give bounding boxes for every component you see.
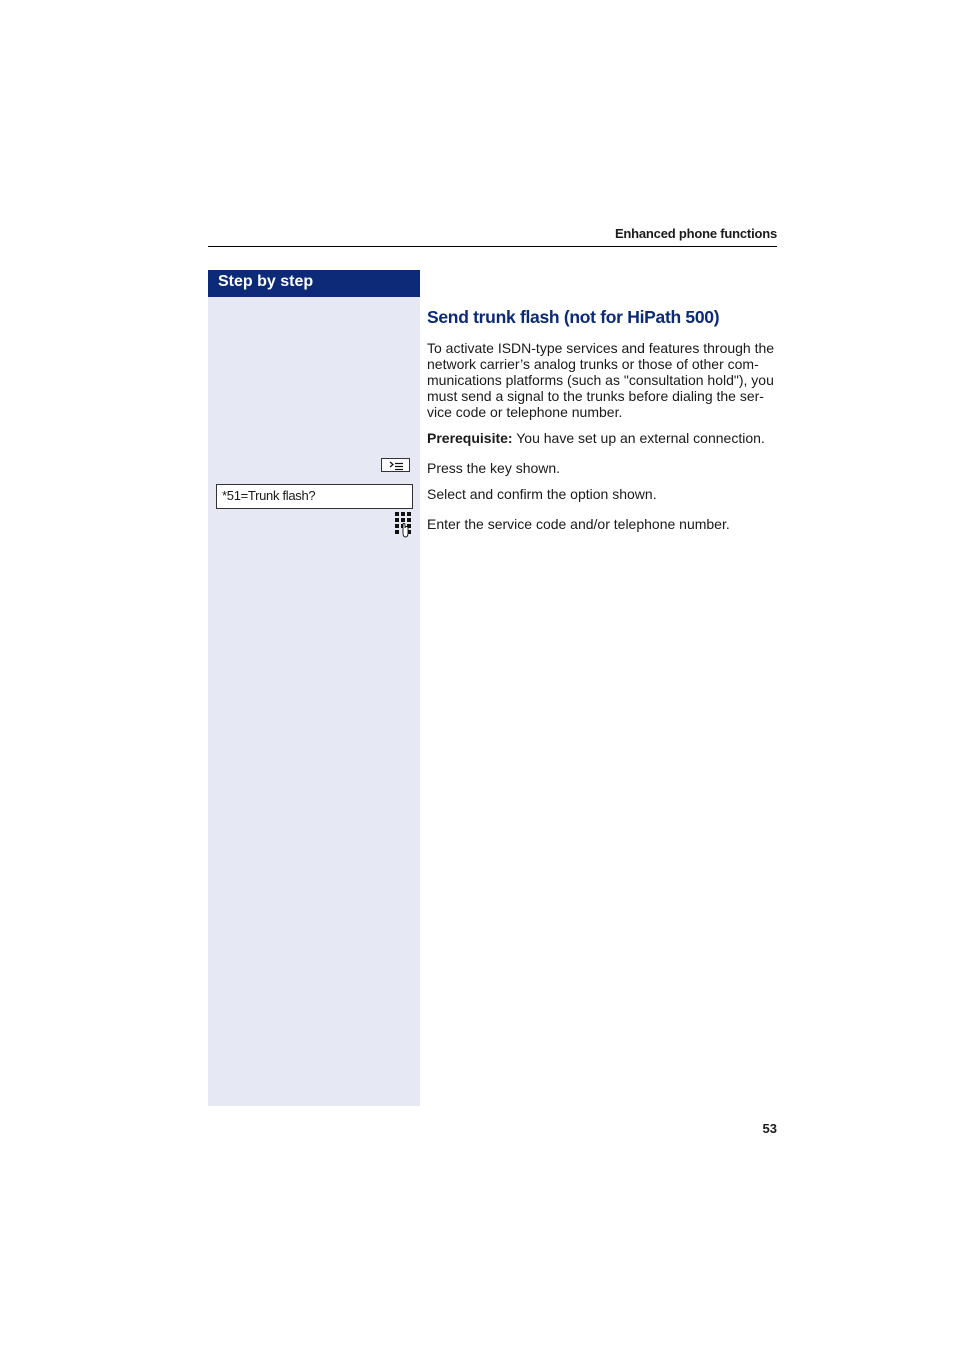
option-label: *51=Trunk flash? [222, 488, 316, 503]
keypad-icon [394, 511, 414, 538]
running-header: Enhanced phone functions [614, 226, 777, 241]
header-rule [208, 246, 777, 247]
sidebar-title: Step by step [218, 273, 314, 290]
intro-line: vice code or telephone number. [427, 404, 623, 420]
intro-line: must send a signal to the trunks before dialing the ser- [427, 388, 764, 404]
intro-line: munications platforms (such as "consultation hold"), you [427, 372, 774, 388]
section-title: Send trunk flash (not for HiPath 500) [427, 307, 720, 327]
prerequisite-label: Prerequisite: [427, 430, 513, 446]
prerequisite [427, 430, 765, 446]
step-text: Press the key shown. [427, 460, 561, 476]
option-display[interactable] [216, 484, 413, 509]
page-number: 53 [762, 1121, 777, 1136]
prerequisite-text: You have set up an external connection. [512, 430, 765, 446]
intro-line: network carrier’s analog trunks or those of other com- [427, 356, 759, 372]
step-text: Enter the service code and/or telephone number. [427, 516, 730, 532]
menu-key-icon [381, 458, 410, 472]
step-text: Select and confirm the option shown. [427, 486, 657, 502]
intro-paragraph [427, 340, 779, 420]
step-sidebar [208, 270, 420, 1106]
intro-line: To activate ISDN-type services and features through the [427, 340, 775, 356]
sidebar-header [208, 270, 420, 297]
